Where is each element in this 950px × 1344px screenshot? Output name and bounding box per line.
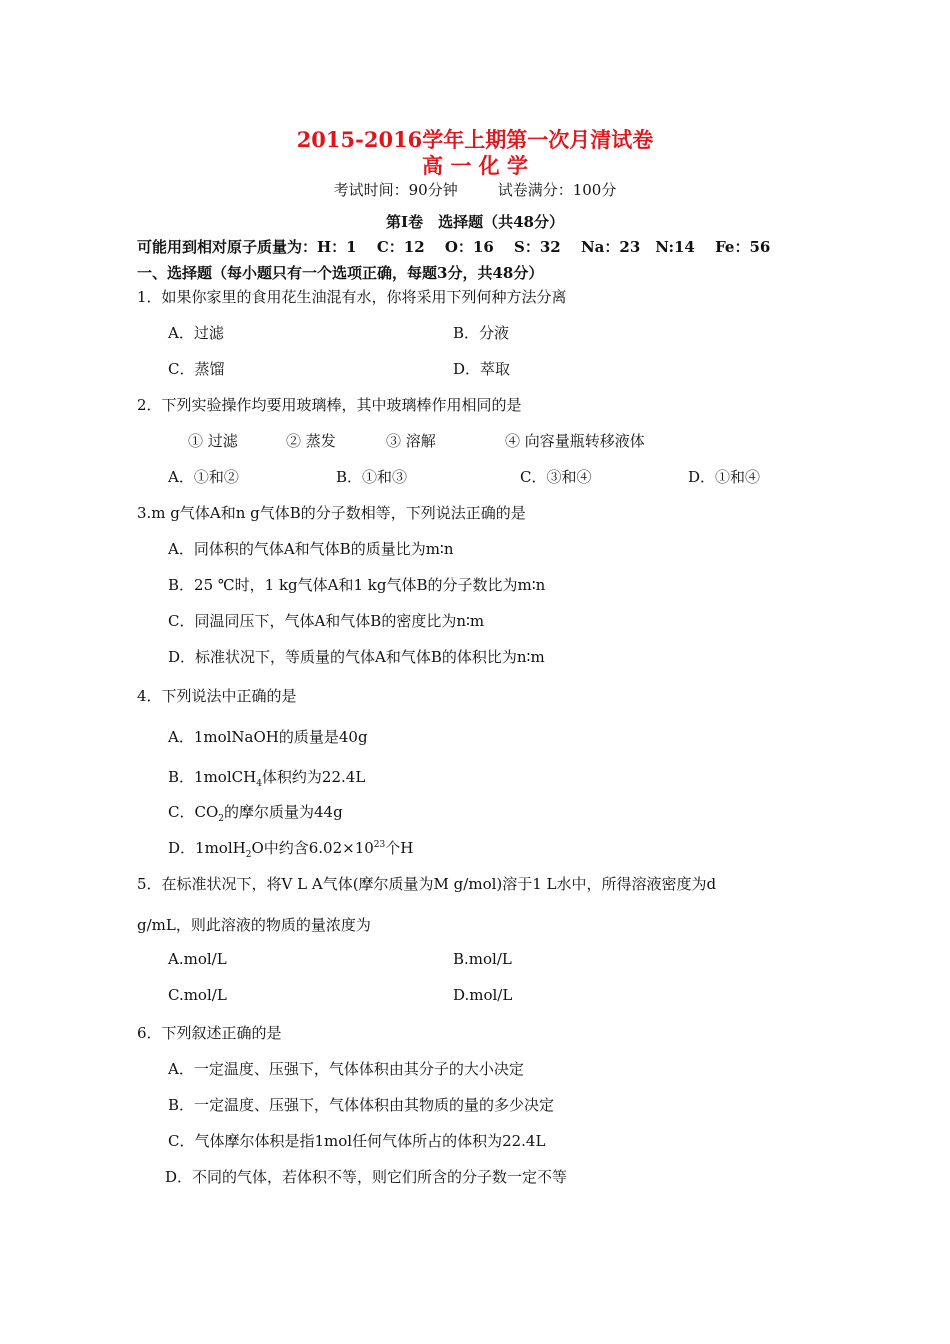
q4-b-subscript: 4 <box>256 779 262 789</box>
question-2-option-d: D．①和④ <box>688 468 761 486</box>
question-2-stem: 2．下列实验操作均要用玻璃棒，其中玻璃棒作用相同的是 <box>137 396 522 414</box>
question-3-option-d: D．标准状况下，等质量的气体A和气体B的体积比为n∶m <box>168 648 545 666</box>
question-2-item-3: ③ 溶解 <box>386 432 436 450</box>
question-5-stem-line-1: 5．在标准状况下，将V L A气体(摩尔质量为M g/mol)溶于1 L水中，所得溶液密度为d <box>137 875 717 893</box>
question-1-option-a: A．过滤 <box>168 324 224 342</box>
question-4-option-d <box>168 837 413 860</box>
question-2-item-4: ④ 向容量瓶转移液体 <box>505 432 645 450</box>
question-4-stem: 4．下列说法中正确的是 <box>137 687 297 705</box>
question-1-option-b: B．分液 <box>453 324 510 342</box>
q4-d-subscript: 2 <box>245 850 252 860</box>
question-2-item-2: ② 蒸发 <box>286 432 336 450</box>
q4-b-text: B．1molCH <box>168 768 257 786</box>
question-4-option-b <box>168 766 365 789</box>
question-4-option-a: A．1molNaOH的质量是40g <box>168 728 368 746</box>
question-2-option-c: C．③和④ <box>520 468 592 486</box>
exam-info <box>0 179 950 200</box>
question-2-option-b: B．①和③ <box>336 468 408 486</box>
question-6-stem: 6．下列叙述正确的是 <box>137 1024 282 1042</box>
question-5-stem-line-2: g/mL，则此溶液的物质的量浓度为 <box>137 916 371 934</box>
question-3-option-b: B．25 ℃时，1 kg气体A和1 kg气体B的分子数比为m∶n <box>168 576 546 594</box>
q4-d-superscript: 23 <box>373 840 386 850</box>
question-1-stem: 1．如果你家里的食用花生油混有水，你将采用下列何种方法分离 <box>137 288 567 306</box>
question-1-option-c: C．蒸馏 <box>168 360 225 378</box>
question-1-option-d: D．萃取 <box>453 360 511 378</box>
question-6-option-c: C．气体摩尔体积是指1mol任何气体所占的体积为22.4L <box>168 1132 546 1150</box>
question-6-option-b: B．一定温度、压强下，气体体积由其物质的量的多少决定 <box>168 1096 555 1114</box>
question-5-option-b: B.mol/L <box>453 950 512 968</box>
question-5-option-c: C.mol/L <box>168 986 227 1004</box>
exam-title: 2015-2016学年上期第一次月清试卷 <box>296 127 654 152</box>
question-3-option-a: A．同体积的气体A和气体B的质量比为m∶n <box>168 540 454 558</box>
q4-c-rest: 的摩尔质量为44g <box>224 803 343 821</box>
question-6-option-a: A．一定温度、压强下，气体体积由其分子的大小决定 <box>168 1060 524 1078</box>
question-3-stem: 3.m g气体A和n g气体B的分子数相等，下列说法正确的是 <box>137 504 526 522</box>
question-6-option-d: D．不同的气体，若体积不等，则它们所含的分子数一定不等 <box>165 1168 568 1186</box>
q4-d-rest: 个H <box>385 839 414 857</box>
q4-b-rest: 体积约为22.4L <box>261 768 366 786</box>
q4-d-middle: O中约含6.02×10 <box>251 839 374 857</box>
question-3-option-c: C．同温同压下，气体A和气体B的密度比为n∶m <box>168 612 485 630</box>
section-title: 第Ⅰ卷 选择题（共48分） <box>386 213 564 231</box>
full-score: 试卷满分：100分 <box>497 181 617 199</box>
question-4-option-c <box>168 801 343 824</box>
question-2-item-1: ① 过滤 <box>188 432 238 450</box>
question-5-option-d: D.mol/L <box>453 986 513 1004</box>
question-5-option-a: A.mol/L <box>168 950 227 968</box>
exam-time: 考试时间：90分钟 <box>333 181 458 199</box>
part-heading: 一、选择题（每小题只有一个选项正确，每题3分，共48分） <box>137 264 544 282</box>
atomic-masses: 可能用到相对原子质量为：H：1 C：12 O：16 S：32 Na：23 N:14 Fe：56 <box>137 238 771 256</box>
subject-title: 高 一 化 学 <box>422 153 528 178</box>
q4-c-text: C．CO <box>168 803 219 821</box>
q4-d-text: D．1molH <box>168 839 246 857</box>
question-2-option-a: A．①和② <box>168 468 239 486</box>
q4-c-subscript: 2 <box>218 814 224 824</box>
